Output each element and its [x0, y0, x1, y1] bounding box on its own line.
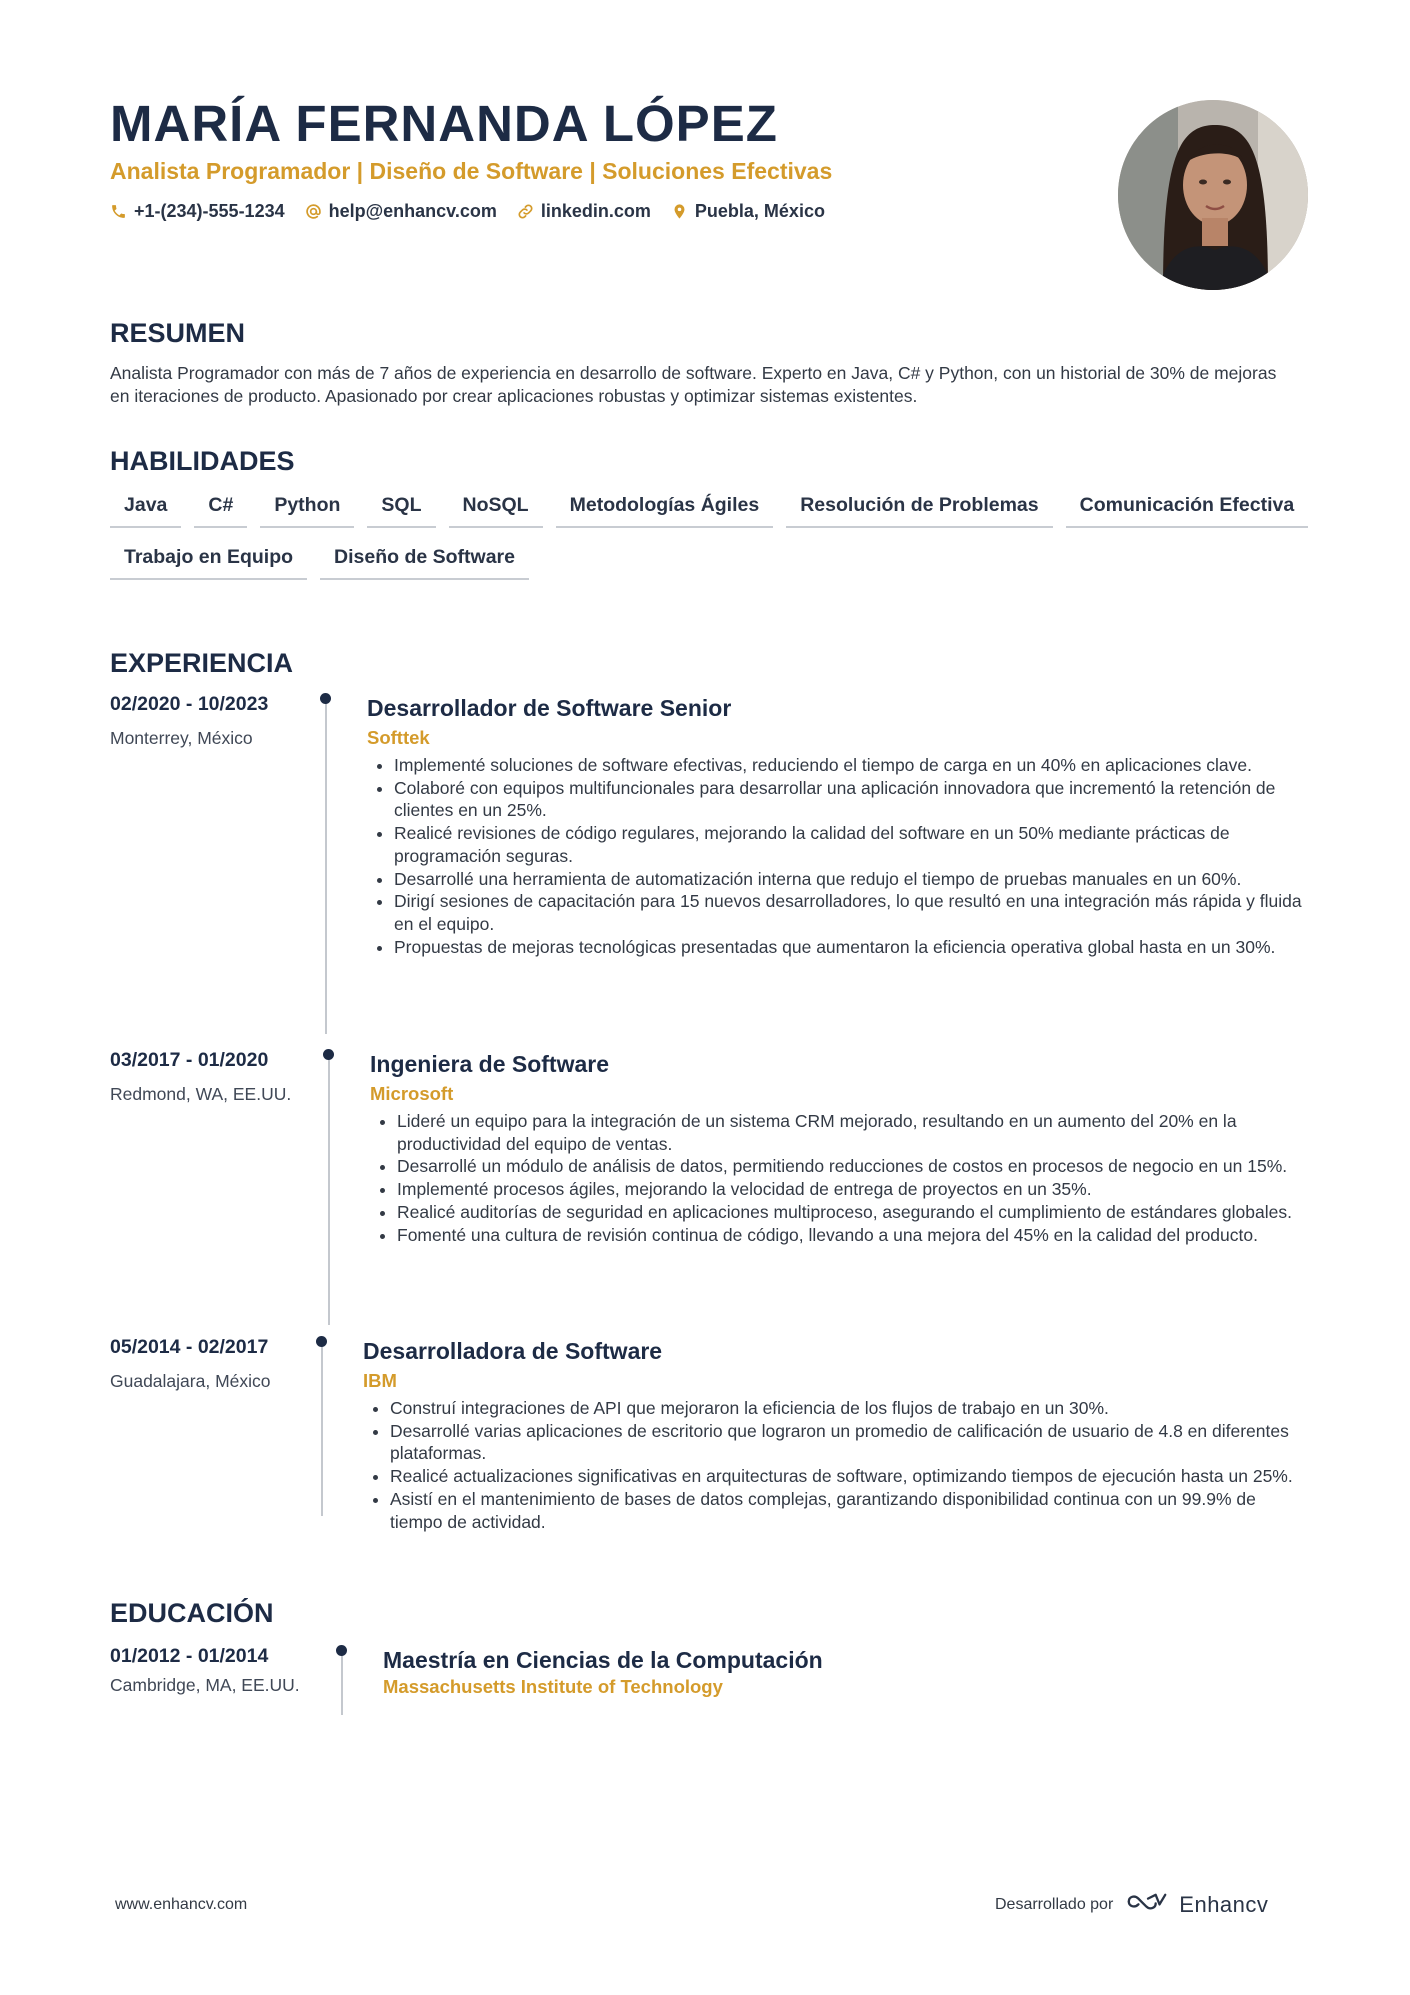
- education-entry: [110, 1645, 1310, 1725]
- experience-entry: [110, 1336, 1310, 1566]
- link-icon: [517, 203, 534, 220]
- education-dates: 01/2012 - 01/2014: [110, 1645, 269, 1667]
- bullet-item: • Realicé auditorías de seguridad en aplicaciones multiproceso, asegurando el cumplimiento de estándares globales.: [397, 1201, 1310, 1224]
- timeline-line: [341, 1651, 343, 1715]
- bullet-item: • Implementé procesos ágiles, mejorando la velocidad de entrega de proyectos en un 35%.: [397, 1178, 1310, 1201]
- contact-linkedin[interactable]: [517, 201, 651, 222]
- email-text: help@enhancv.com: [328, 201, 497, 221]
- experience-location: Guadalajara, México: [110, 1371, 271, 1391]
- experience-details: [370, 1049, 1310, 1246]
- bullet-item: • Asistí en el mantenimiento de bases de datos complejas, garantizando disponibilidad continua con un 99.9% de tiempo de actividad.: [390, 1488, 1303, 1533]
- experience-role: Desarrollador de Software Senior: [367, 695, 732, 721]
- candidate-name: MARÍA FERNANDA LÓPEZ: [110, 95, 778, 152]
- timeline-line: [321, 1342, 323, 1516]
- education-degree: Maestría en Ciencias de la Computación: [383, 1647, 823, 1673]
- experience-location: Redmond, WA, EE.UU.: [110, 1084, 292, 1104]
- timeline-dot: [336, 1645, 347, 1656]
- phone-icon: [110, 203, 127, 220]
- experience-bullets: [367, 754, 1307, 958]
- contact-location: [671, 201, 825, 222]
- bullet-item: • Realicé revisiones de código regulares, mejorando la calidad del software en un 50% mediante prácticas de programación seguras.: [394, 822, 1307, 867]
- experience-company: Microsoft: [370, 1083, 454, 1104]
- experience-entry: [110, 1049, 1310, 1329]
- education-location: Cambridge, MA, EE.UU.: [110, 1675, 300, 1695]
- experience-heading: EXPERIENCIA: [110, 648, 294, 678]
- bullet-item: • Colaboré con equipos multifuncionales para desarrollar una aplicación innovadora que incrementó la retención de clientes en un 25%.: [394, 777, 1307, 822]
- bullet-item: • Implementé soluciones de software efectivas, reduciendo el tiempo de carga en un 40% en aplicaciones clave.: [394, 754, 1307, 777]
- phone-text: +1-(234)-555-1234: [134, 201, 285, 221]
- experience-dates: 03/2017 - 01/2020: [110, 1049, 269, 1071]
- summary-heading: RESUMEN: [110, 318, 246, 348]
- location-text: Puebla, México: [694, 201, 825, 221]
- timeline-dot: [320, 693, 331, 704]
- skill-tag: Trabajo en Equipo: [110, 546, 307, 580]
- bullet-item: • Desarrollé varias aplicaciones de escritorio que lograron un promedio de calificación de usuario de 4.8 en diferentes plataformas.: [390, 1420, 1303, 1465]
- enhancv-logo-icon: [1125, 1890, 1171, 1919]
- contact-bar: [110, 201, 825, 222]
- experience-company: Softtek: [367, 727, 430, 748]
- candidate-headline: Analista Programador | Diseño de Software | Soluciones Efectivas: [110, 158, 833, 184]
- experience-details: [363, 1336, 1303, 1533]
- experience-role: Desarrolladora de Software: [363, 1338, 663, 1364]
- skill-tag: Java: [110, 494, 181, 528]
- skills-heading: HABILIDADES: [110, 446, 295, 476]
- at-icon: [305, 203, 322, 220]
- summary-text: Analista Programador con más de 7 años de experiencia en desarrollo de software. Experto en Java, C# y Python, con un historial de 30% de mejoras en iteraciones de producto. Apasionado por crear aplicaciones robustas y optimizar sistemas existentes.: [110, 363, 1277, 406]
- experience-bullets: [363, 1397, 1303, 1533]
- experience-dates: 02/2020 - 10/2023: [110, 693, 269, 715]
- experience-details: [367, 693, 1307, 958]
- experience-location: Monterrey, México: [110, 728, 253, 748]
- bullet-item: • Lideré un equipo para la integración de un sistema CRM mejorado, resultando en un aumento del 20% en la productividad del equipo de ventas.: [397, 1110, 1310, 1155]
- powered-by-text: Desarrollado por: [995, 1895, 1114, 1913]
- bullet-item: • Construí integraciones de API que mejoraron la eficiencia de los flujos de trabajo en un 30%.: [390, 1397, 1303, 1420]
- skill-tag: Python: [260, 494, 354, 528]
- skills-list: [110, 494, 1310, 580]
- skill-tag: Resolución de Problemas: [786, 494, 1052, 528]
- location-icon: [671, 203, 688, 220]
- skill-tag: Comunicación Efectiva: [1066, 494, 1309, 528]
- experience-entry: [110, 693, 1310, 1033]
- experience-role: Ingeniera de Software: [370, 1051, 610, 1077]
- skill-tag: NoSQL: [449, 494, 543, 528]
- skill-tag: Diseño de Software: [320, 546, 529, 580]
- footer-website[interactable]: www.enhancv.com: [115, 1896, 248, 1913]
- education-heading: EDUCACIÓN: [110, 1598, 274, 1628]
- experience-company: IBM: [363, 1370, 397, 1391]
- experience-dates: 05/2014 - 02/2017: [110, 1336, 269, 1358]
- timeline-line: [328, 1055, 330, 1325]
- skill-tag: SQL: [367, 494, 435, 528]
- skill-tag: C#: [194, 494, 247, 528]
- linkedin-text: linkedin.com: [540, 201, 651, 221]
- bullet-item: • Desarrollé una herramienta de automatización interna que redujo el tiempo de pruebas manuales en un 60%.: [394, 868, 1307, 891]
- brand-name: Enhancv: [1179, 1891, 1269, 1917]
- education-details: [383, 1645, 1283, 1699]
- bullet-item: • Fomenté una cultura de revisión continua de código, llevando a una mejora del 45% en la calidad del producto.: [397, 1224, 1310, 1247]
- timeline-line: [325, 699, 327, 1034]
- bullet-item: • Realicé actualizaciones significativas en arquitecturas de software, optimizando tiempos de ejecución hasta un 25%.: [390, 1465, 1303, 1488]
- bullet-item: • Dirigí sesiones de capacitación para 15 nuevos desarrolladores, lo que resultó en una integración más rápida y fluida en el equipo.: [394, 890, 1307, 935]
- footer-branding: [995, 1890, 1268, 1919]
- avatar: [1118, 100, 1308, 290]
- contact-email[interactable]: [305, 201, 497, 222]
- contact-phone[interactable]: [110, 201, 285, 222]
- experience-bullets: [370, 1110, 1310, 1246]
- skill-tag: Metodologías Ágiles: [556, 494, 774, 528]
- education-school: Massachusetts Institute of Technology: [383, 1676, 723, 1697]
- timeline-dot: [316, 1336, 327, 1347]
- timeline-dot: [323, 1049, 334, 1060]
- brand-logo[interactable]: [1125, 1890, 1268, 1919]
- bullet-item: • Desarrollé un módulo de análisis de datos, permitiendo reducciones de costos en procesos de negocio en un 15%.: [397, 1155, 1310, 1178]
- bullet-item: • Propuestas de mejoras tecnológicas presentadas que aumentaron la eficiencia operativa global hasta en un 30%.: [394, 936, 1307, 959]
